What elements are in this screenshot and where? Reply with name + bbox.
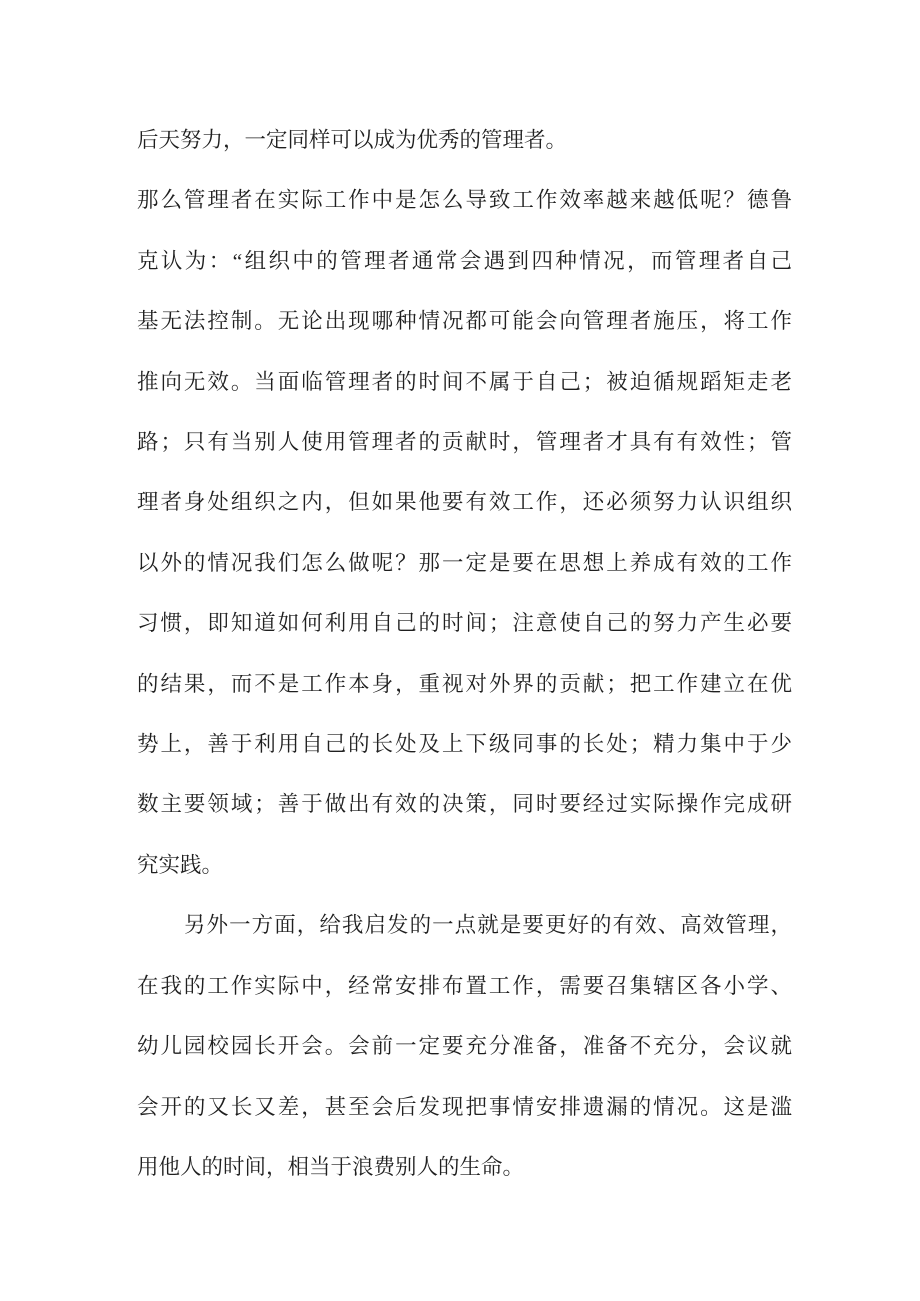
text-line: 以外的情况我们怎么做呢？那一定是要在思想上养成有效的工作 xyxy=(137,550,792,575)
text-line: 在我的工作实际中，经常安排布置工作，需要召集辖区各小学、 xyxy=(137,973,792,998)
text-line: 究实践。 xyxy=(137,852,224,877)
text-line: 路；只有当别人使用管理者的贡献时，管理者才具有有效性；管 xyxy=(137,430,792,455)
document-body xyxy=(137,110,792,1197)
text-line: 的结果，而不是工作本身，重视对外界的贡献；把工作建立在优 xyxy=(137,671,792,696)
text-line: 幼儿园校园长开会。会前一定要充分准备，准备不充分，会议就 xyxy=(137,1034,792,1059)
text-line: 克认为：“组织中的管理者通常会遇到四种情况，而管理者自己 xyxy=(137,248,792,273)
text-line: 推向无效。当面临管理者的时间不属于自己；被迫循规蹈矩走老 xyxy=(137,369,792,394)
text-line: 基无法控制。无论出现哪种情况都可能会向管理者施压，将工作 xyxy=(137,309,792,334)
text-line: 习惯，即知道如何利用自己的时间；注意使自己的努力产生必要 xyxy=(137,611,792,636)
text-line: 用他人的时间，相当于浪费别人的生命。 xyxy=(137,1154,525,1179)
text-line: 另外一方面，给我启发的一点就是要更好的有效、高效管理， xyxy=(184,913,792,938)
text-line: 势上，善于利用自己的长处及上下级同事的长处；精力集中于少 xyxy=(137,732,792,757)
text-line: 后天努力，一定同样可以成为优秀的管理者。 xyxy=(137,128,568,152)
text-line: 理者身处组织之内，但如果他要有效工作，还必须努力认识组织 xyxy=(137,490,792,515)
text-line: 会开的又长又差，甚至会后发现把事情安排遗漏的情况。这是滥 xyxy=(137,1094,792,1119)
text-line: 数主要领域；善于做出有效的决策，同时要经过实际操作完成研 xyxy=(137,792,792,817)
text-line: 那么管理者在实际工作中是怎么导致工作效率越来越低呢？德鲁 xyxy=(137,188,792,213)
